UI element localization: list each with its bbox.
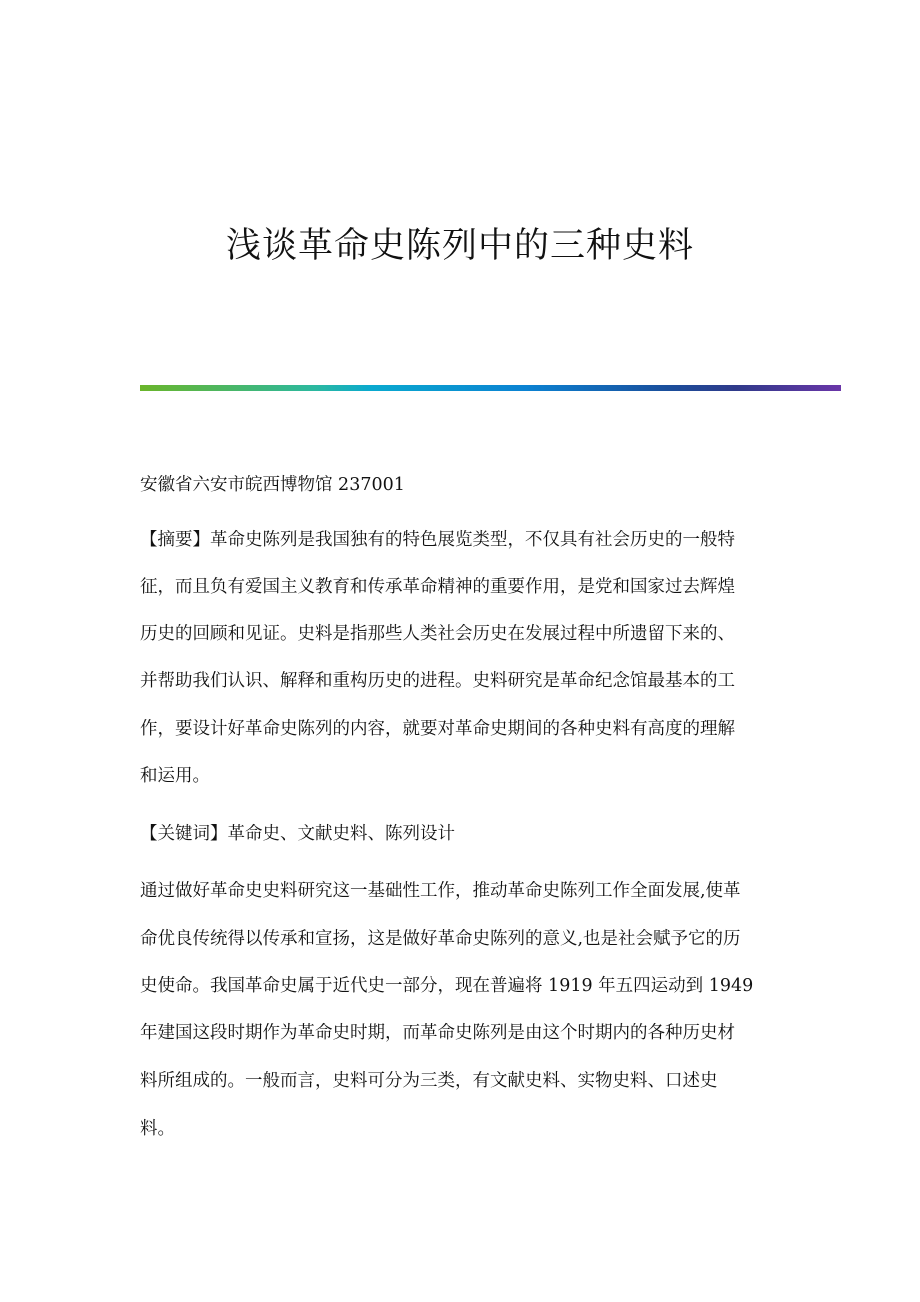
abstract-line: 历史的回顾和见证。史料是指那些人类社会历史在发展过程中所遗留下来的、 xyxy=(140,624,735,644)
body-line: 料所组成的。一般而言，史料可分为三类，有文献史料、实物史料、口述史 xyxy=(140,1071,718,1091)
affiliation: 安徽省六安市皖西博物馆 237001 xyxy=(140,475,405,495)
body-line: 料。 xyxy=(140,1119,175,1139)
abstract-line: 作，要设计好革命史陈列的内容，就要对革命史期间的各种史料有高度的理解 xyxy=(140,719,735,739)
body-line: 史使命。我国革命史属于近代史一部分，现在普遍将 1919 年五四运动到 1949 xyxy=(140,976,754,996)
abstract-line: 征，而且负有爱国主义教育和传承革命精神的重要作用，是党和国家过去辉煌 xyxy=(140,577,735,597)
gradient-divider xyxy=(140,385,841,391)
abstract-line: 并帮助我们认识、解释和重构历史的进程。史料研究是革命纪念馆最基本的工 xyxy=(140,671,735,691)
body-line: 命优良传统得以传承和宣扬，这是做好革命史陈列的意义,也是社会赋予它的历 xyxy=(140,929,741,949)
body-line: 年建国这段时期作为革命史时期，而革命史陈列是由这个时期内的各种历史材 xyxy=(140,1023,735,1043)
body-line: 通过做好革命史史料研究这一基础性工作，推动革命史陈列工作全面发展,使革 xyxy=(140,881,741,901)
document-title: 浅谈革命史陈列中的三种史料 xyxy=(225,226,694,266)
abstract-line: 【摘要】革命史陈列是我国独有的特色展览类型，不仅具有社会历史的一般特 xyxy=(140,530,735,550)
keywords: 【关键词】革命史、文献史料、陈列设计 xyxy=(140,824,455,844)
abstract-line: 和运用。 xyxy=(140,766,210,786)
